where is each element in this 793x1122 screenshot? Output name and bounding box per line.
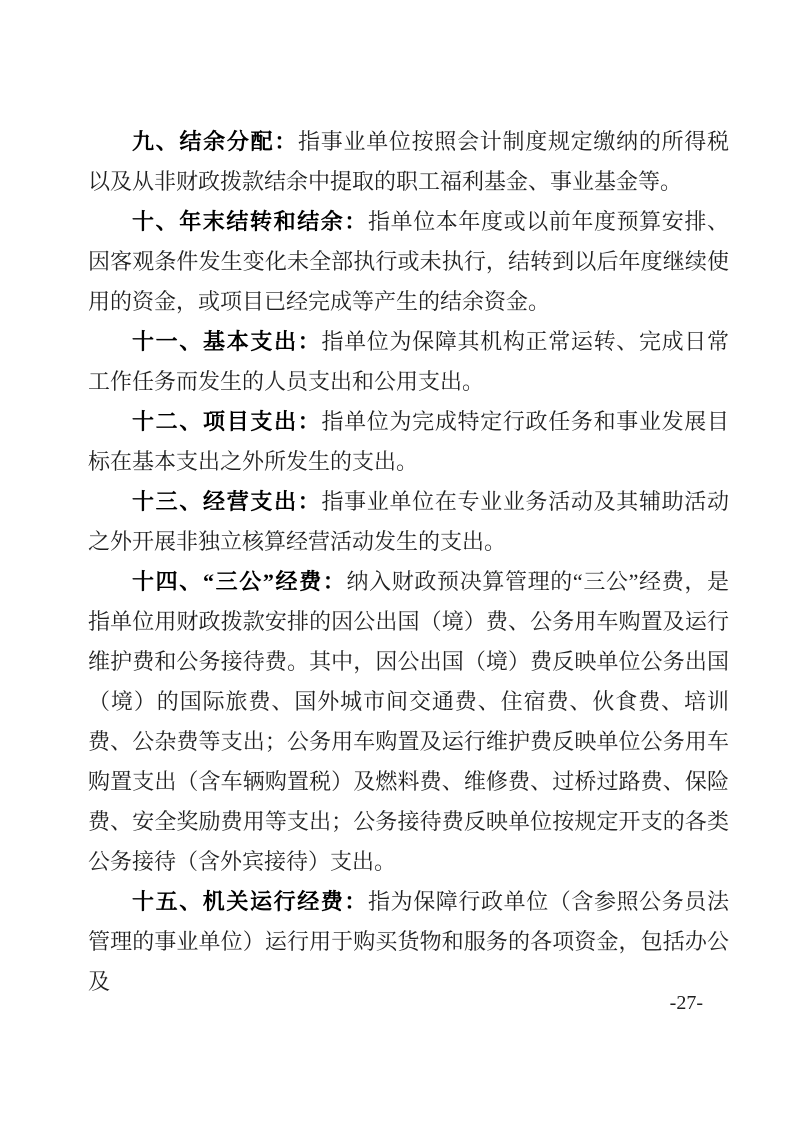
definition-paragraph <box>88 482 729 562</box>
term-label: 十二、项目支出： <box>132 409 322 434</box>
definition-paragraph <box>88 402 729 482</box>
definition-paragraph <box>88 322 729 402</box>
term-label: 十四、“三公”经费： <box>132 569 347 594</box>
term-label: 十、年末结转和结余： <box>132 209 368 234</box>
document-body <box>88 122 729 1002</box>
definition-text: 指事业单位在专业业务活动及其辅助活动之外开展非独立核算经营活动发生的支出。 <box>88 489 729 554</box>
term-label: 十一、基本支出： <box>132 329 322 354</box>
definition-text: 纳入财政预决算管理的“三公”经费，是指单位用财政拨款安排的因公出国（境）费、公务用车购置及运行维护费和公务接待费。其中，因公出国（境）费反映单位公务出国（境）的国际旅费、国外城市间交通费、住宿费、伙食费、培训费、公杂费等支出；公务用车购置及运行维护费反映单位公务用车购置支出（含车辆购置税）及燃料费、维修费、过桥过路费、保险费、安全奖励费用等支出；公务接待费反映单位按规定开支的各类公务接待（含外宾接待）支出。 <box>88 569 729 874</box>
definition-text: 指单位本年度或以前年度预算安排、因客观条件发生变化未全部执行或未执行，结转到以后年度继续使用的资金，或项目已经完成等产生的结余资金。 <box>88 209 729 314</box>
term-label: 十三、经营支出： <box>132 489 322 514</box>
definition-text: 指单位为完成特定行政任务和事业发展目标在基本支出之外所发生的支出。 <box>88 409 729 474</box>
definition-paragraph <box>88 882 729 1002</box>
term-label: 九、结余分配： <box>132 129 299 154</box>
definition-text: 指单位为保障其机构正常运转、完成日常工作任务而发生的人员支出和公用支出。 <box>88 329 729 394</box>
definition-text: 指为保障行政单位（含参照公务员法管理的事业单位）运行用于购买货物和服务的各项资金，包括办公及 <box>88 889 729 994</box>
definition-paragraph <box>88 202 729 322</box>
definition-paragraph <box>88 122 729 202</box>
page-number: -27- <box>669 992 703 1014</box>
term-label: 十五、机关运行经费： <box>132 889 368 914</box>
definition-paragraph <box>88 562 729 882</box>
definition-text: 指事业单位按照会计制度规定缴纳的所得税以及从非财政拨款结余中提取的职工福利基金、事业基金等。 <box>88 129 729 194</box>
